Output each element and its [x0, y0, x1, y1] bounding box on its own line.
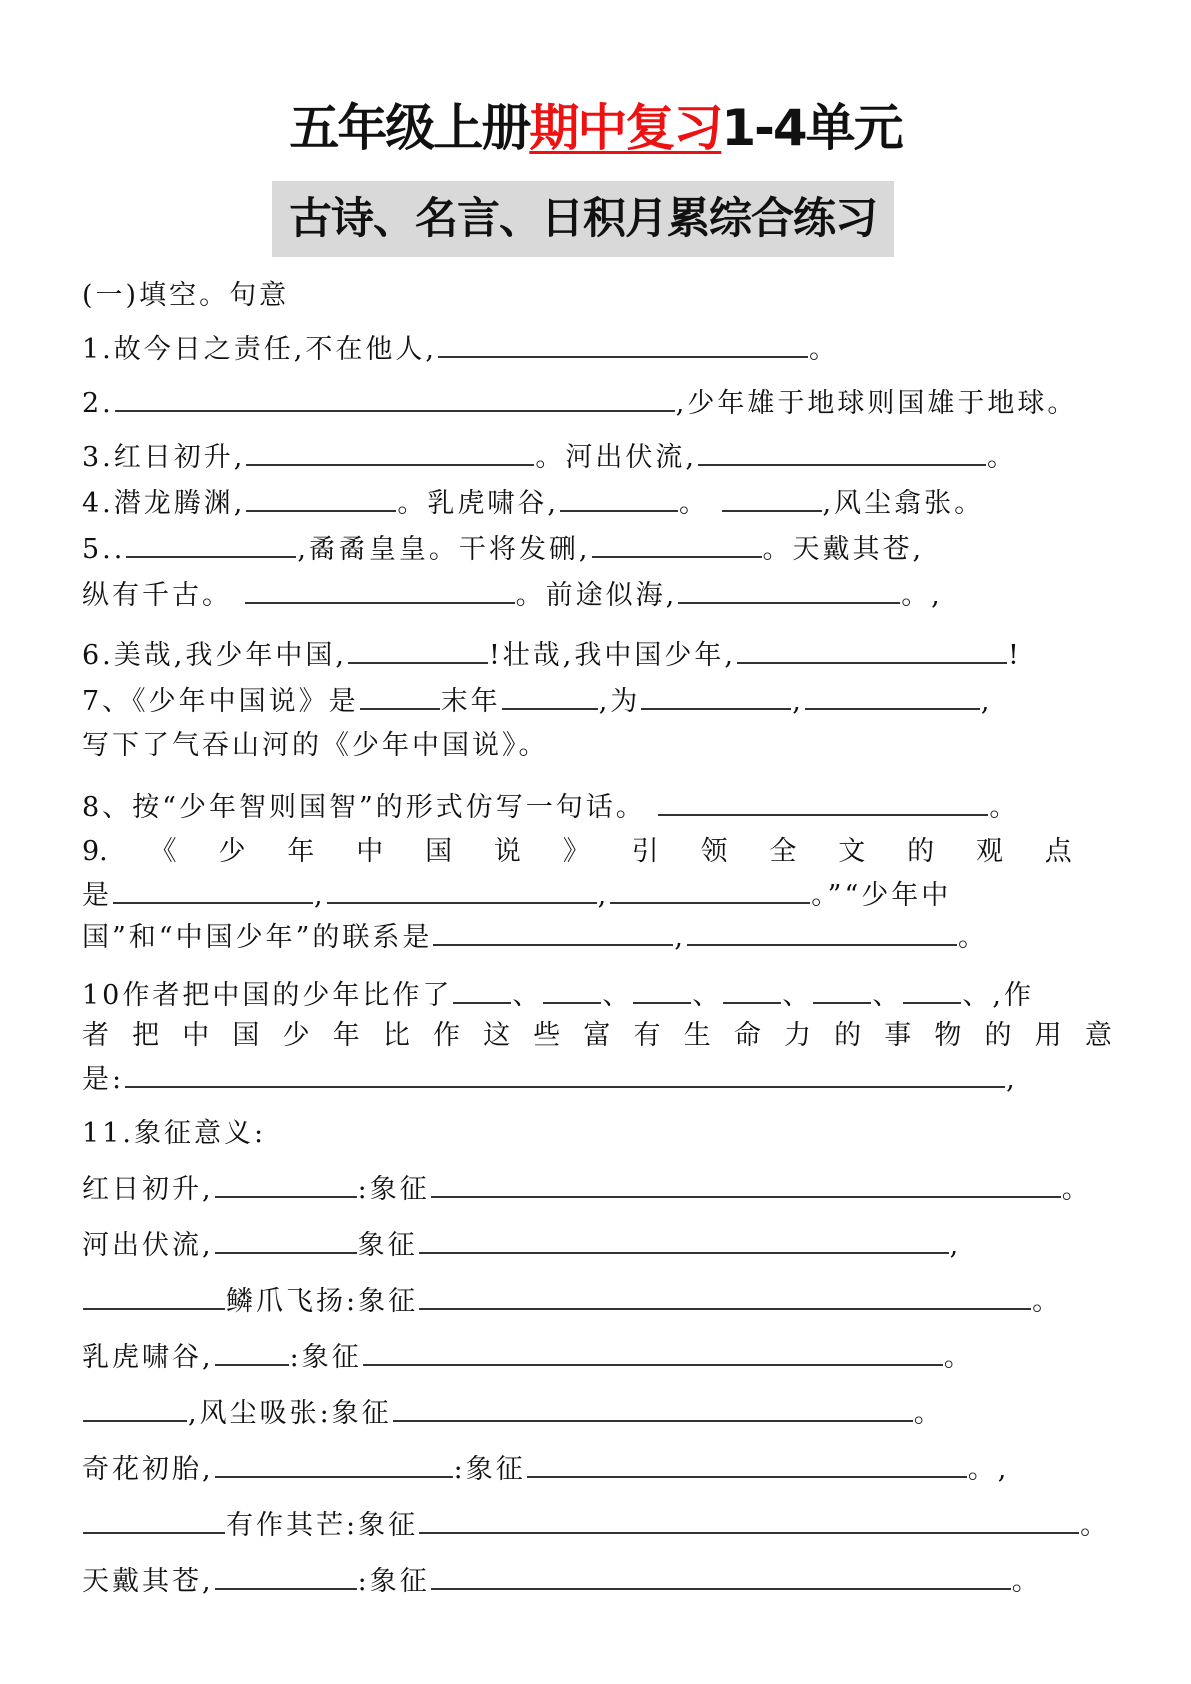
- answer-blank[interactable]: [658, 788, 988, 816]
- q10-char: 年: [332, 1020, 360, 1051]
- row-end: 。: [1080, 1510, 1111, 1541]
- question-10: [82, 976, 1034, 1014]
- symbol-row: [82, 1450, 1009, 1488]
- q7-a: 7、《少年中国说》是: [82, 686, 359, 717]
- q9-d: 。”“少年中: [811, 880, 952, 911]
- row-end: 。: [1032, 1286, 1063, 1317]
- q8-b: 。: [989, 792, 1020, 823]
- q10-char: 这: [483, 1020, 511, 1051]
- q4-c: 。: [678, 488, 709, 519]
- answer-blank[interactable]: [431, 1562, 1011, 1590]
- q5-d: 纵有千古。: [82, 580, 232, 611]
- answer-blank[interactable]: [433, 918, 673, 946]
- title-highlight: 期中复习: [529, 99, 722, 157]
- q4-b: 。乳虎啸谷,: [397, 488, 559, 519]
- question-10-line3: [82, 1060, 1018, 1098]
- q10-sep: 、: [872, 980, 903, 1011]
- q10-char: 富: [583, 1020, 611, 1051]
- question-1: [82, 330, 839, 368]
- q3-b: 。河出伏流,: [535, 442, 697, 473]
- q6-a: 6.美哉,我少年中国,: [82, 640, 347, 671]
- symbol-row: [82, 1338, 974, 1376]
- q9-char: 文: [838, 836, 866, 867]
- section-heading: (一)填空。句意: [82, 280, 290, 311]
- q7-e: ,: [980, 686, 993, 717]
- q6-c: !: [1007, 640, 1022, 671]
- title-units: 1-4单元: [721, 99, 902, 157]
- question-7: [82, 682, 992, 720]
- question-6: [82, 636, 1022, 674]
- page-title: [0, 96, 1191, 160]
- answer-blank[interactable]: [327, 876, 597, 904]
- row-label: 鳞爪飞扬:象征: [226, 1286, 419, 1317]
- question-5: [82, 530, 924, 568]
- row-label: :象征: [453, 1454, 526, 1485]
- answer-blank[interactable]: [641, 682, 791, 710]
- q3-a: 3.红日初升,: [82, 442, 246, 473]
- row-end: 。,: [967, 1454, 1010, 1485]
- symbol-row: [82, 1506, 1110, 1544]
- answer-blank[interactable]: [215, 1226, 357, 1254]
- q10-char: 中: [182, 1020, 210, 1051]
- q10-char: 命: [733, 1020, 761, 1051]
- question-3: [82, 438, 1017, 476]
- answer-blank[interactable]: [722, 484, 822, 512]
- answer-blank[interactable]: [363, 1338, 943, 1366]
- q5-e: 。前途似海,: [515, 580, 678, 611]
- answer-blank[interactable]: [431, 1170, 1061, 1198]
- q10-sep: 、: [692, 980, 723, 1011]
- q9-char: 年: [287, 836, 315, 867]
- answer-blank[interactable]: [698, 438, 986, 466]
- question-7-line2: 写下了气吞山河的《少年中国说》。: [82, 730, 549, 761]
- q5-b: ,矞矞皇皇。干将发硎,: [297, 534, 591, 565]
- question-9: [82, 834, 1072, 870]
- q10-a: 10作者把中国的少年比作了: [82, 980, 453, 1011]
- answer-blank[interactable]: [83, 1394, 187, 1422]
- question-9-line3: [82, 918, 988, 956]
- q9-char: 引: [631, 836, 659, 867]
- row-label: ,风尘吸张:象征: [188, 1398, 392, 1429]
- q5-a: 5..: [82, 534, 126, 565]
- q9-g: 。: [958, 922, 989, 953]
- q9-char: 9.: [82, 836, 108, 867]
- q10-char: 力: [783, 1020, 811, 1051]
- question-9-line2: [82, 876, 951, 914]
- q10-sep: 、: [512, 980, 543, 1011]
- q9-char: 说: [493, 836, 521, 867]
- answer-blank[interactable]: [419, 1282, 1031, 1310]
- q10-char: 用: [1034, 1020, 1062, 1051]
- answer-blank[interactable]: [633, 976, 691, 1004]
- q9-f: ,: [674, 922, 687, 953]
- answer-blank[interactable]: [592, 530, 762, 558]
- q10-char: 事: [884, 1020, 912, 1051]
- q4-a: 4.潜龙腾渊,: [82, 488, 246, 519]
- row-prefix: 红日初升,: [82, 1174, 214, 1205]
- row-end: 。: [913, 1398, 944, 1429]
- row-label: :象征: [357, 1174, 430, 1205]
- subtitle: 古诗、名言、日积月累综合练习: [289, 194, 877, 244]
- answer-blank[interactable]: [813, 976, 871, 1004]
- q2-num: 2.: [82, 388, 114, 419]
- q9-char: 领: [700, 836, 728, 867]
- answer-blank[interactable]: [215, 1170, 357, 1198]
- q9-char: 点: [1044, 836, 1072, 867]
- answer-blank[interactable]: [126, 530, 296, 558]
- q4-d: ,风尘翕张。: [822, 488, 985, 519]
- answer-blank[interactable]: [723, 976, 781, 1004]
- answer-blank[interactable]: [83, 1282, 225, 1310]
- answer-blank[interactable]: [502, 682, 598, 710]
- answer-blank[interactable]: [348, 636, 488, 664]
- q10-char: 少: [282, 1020, 310, 1051]
- answer-blank[interactable]: [687, 918, 957, 946]
- q9-c: ,: [597, 880, 610, 911]
- q2-text: 少年雄于地球则国雄于地球。: [687, 388, 1078, 419]
- q10-char: 者: [82, 1020, 109, 1051]
- q7-b: 末年: [440, 686, 501, 717]
- answer-blank[interactable]: [453, 976, 511, 1004]
- q10-char: 的: [834, 1020, 862, 1051]
- row-label: 象征: [357, 1230, 418, 1261]
- row-end: 。: [1061, 1174, 1092, 1205]
- q3-c: 。: [986, 442, 1017, 473]
- question-5-line2: [82, 576, 943, 614]
- symbol-row: [82, 1170, 1092, 1208]
- title-grade: 五年级上册: [289, 99, 530, 157]
- question-2: [82, 384, 1077, 422]
- question-4: [82, 484, 984, 522]
- q9-char: 观: [975, 836, 1003, 867]
- answer-blank[interactable]: [903, 976, 961, 1004]
- subtitle-banner: [272, 181, 894, 257]
- q10-char: 的: [984, 1020, 1012, 1051]
- answer-blank[interactable]: [805, 682, 980, 710]
- q6-b: !壮哉,我中国少年,: [488, 640, 736, 671]
- row-label: :象征: [357, 1566, 430, 1597]
- question-10-line2: [82, 1018, 1112, 1054]
- q9-char: 《: [149, 836, 177, 867]
- q10-char: 比: [382, 1020, 410, 1051]
- row-end: 。: [943, 1342, 974, 1373]
- row-prefix: 天戴其苍,: [82, 1566, 214, 1597]
- q10-char: 把: [132, 1020, 160, 1051]
- question-8: [82, 788, 1019, 826]
- row-label: :象征: [289, 1342, 362, 1373]
- answer-blank[interactable]: [560, 484, 678, 512]
- q10-char: 国: [232, 1020, 260, 1051]
- row-prefix: 河出伏流,: [82, 1230, 214, 1261]
- answer-blank[interactable]: [737, 636, 1007, 664]
- answer-blank[interactable]: [438, 330, 808, 358]
- q10-char: 些: [533, 1020, 561, 1051]
- answer-blank[interactable]: [360, 682, 440, 710]
- q8-a: 8、按“少年智则国智”的形式仿写一句话。: [82, 792, 646, 823]
- answer-blank[interactable]: [393, 1394, 913, 1422]
- answer-blank[interactable]: [246, 438, 534, 466]
- row-end: ,: [949, 1230, 962, 1261]
- answer-blank[interactable]: [115, 384, 675, 412]
- answer-blank[interactable]: [215, 1338, 289, 1366]
- q10-sep: 、: [602, 980, 633, 1011]
- answer-blank[interactable]: [678, 576, 900, 604]
- answer-blank[interactable]: [125, 1060, 1005, 1088]
- q5-c: 。天戴其苍,: [762, 534, 925, 565]
- answer-blank[interactable]: [419, 1506, 1079, 1534]
- q2-comma: ,: [675, 388, 688, 419]
- q9-a: 是: [82, 880, 112, 911]
- q1-end: 。: [808, 334, 839, 365]
- q1-text: 1.故今日之责任,不在他人,: [82, 334, 437, 365]
- symbol-row: [82, 1562, 1042, 1600]
- q10-d: ,: [1006, 1064, 1018, 1095]
- q9-char: 全: [769, 836, 797, 867]
- answer-blank[interactable]: [610, 876, 810, 904]
- answer-blank[interactable]: [543, 976, 601, 1004]
- answer-blank[interactable]: [215, 1450, 453, 1478]
- answer-blank[interactable]: [83, 1506, 225, 1534]
- q10-sep: 、: [782, 980, 813, 1011]
- answer-blank[interactable]: [215, 1562, 357, 1590]
- q10-char: 意: [1084, 1020, 1112, 1051]
- answer-blank[interactable]: [245, 576, 515, 604]
- q9-char: 少: [218, 836, 246, 867]
- q9-char: 的: [907, 836, 935, 867]
- q5-f: 。,: [901, 580, 943, 611]
- answer-blank[interactable]: [419, 1226, 949, 1254]
- q7-d: ,: [792, 686, 804, 717]
- q10-char: 作: [432, 1020, 460, 1051]
- symbol-row: [82, 1394, 944, 1432]
- q7-c: ,为: [598, 686, 641, 717]
- row-label: 有作其芒:象征: [226, 1510, 419, 1541]
- q10-c: 是:: [82, 1064, 125, 1095]
- answer-blank[interactable]: [527, 1450, 967, 1478]
- row-prefix: 乳虎啸谷,: [82, 1342, 214, 1373]
- answer-blank[interactable]: [113, 876, 313, 904]
- q10-char: 有: [633, 1020, 661, 1051]
- q9-char: 中: [356, 836, 384, 867]
- answer-blank[interactable]: [246, 484, 396, 512]
- symbol-row: [82, 1226, 961, 1264]
- q9-e: 国”和“中国少年”的联系是: [82, 922, 433, 953]
- q10-end: 、,作: [962, 980, 1034, 1011]
- q9-char: 》: [562, 836, 590, 867]
- q10-char: 生: [683, 1020, 711, 1051]
- question-11-heading: 11.象征意义:: [82, 1118, 267, 1149]
- q9-char: 国: [425, 836, 453, 867]
- q10-char: 物: [934, 1020, 962, 1051]
- row-prefix: 奇花初胎,: [82, 1454, 214, 1485]
- q9-b: ,: [314, 880, 326, 911]
- symbol-row: [82, 1282, 1062, 1320]
- row-end: 。: [1011, 1566, 1042, 1597]
